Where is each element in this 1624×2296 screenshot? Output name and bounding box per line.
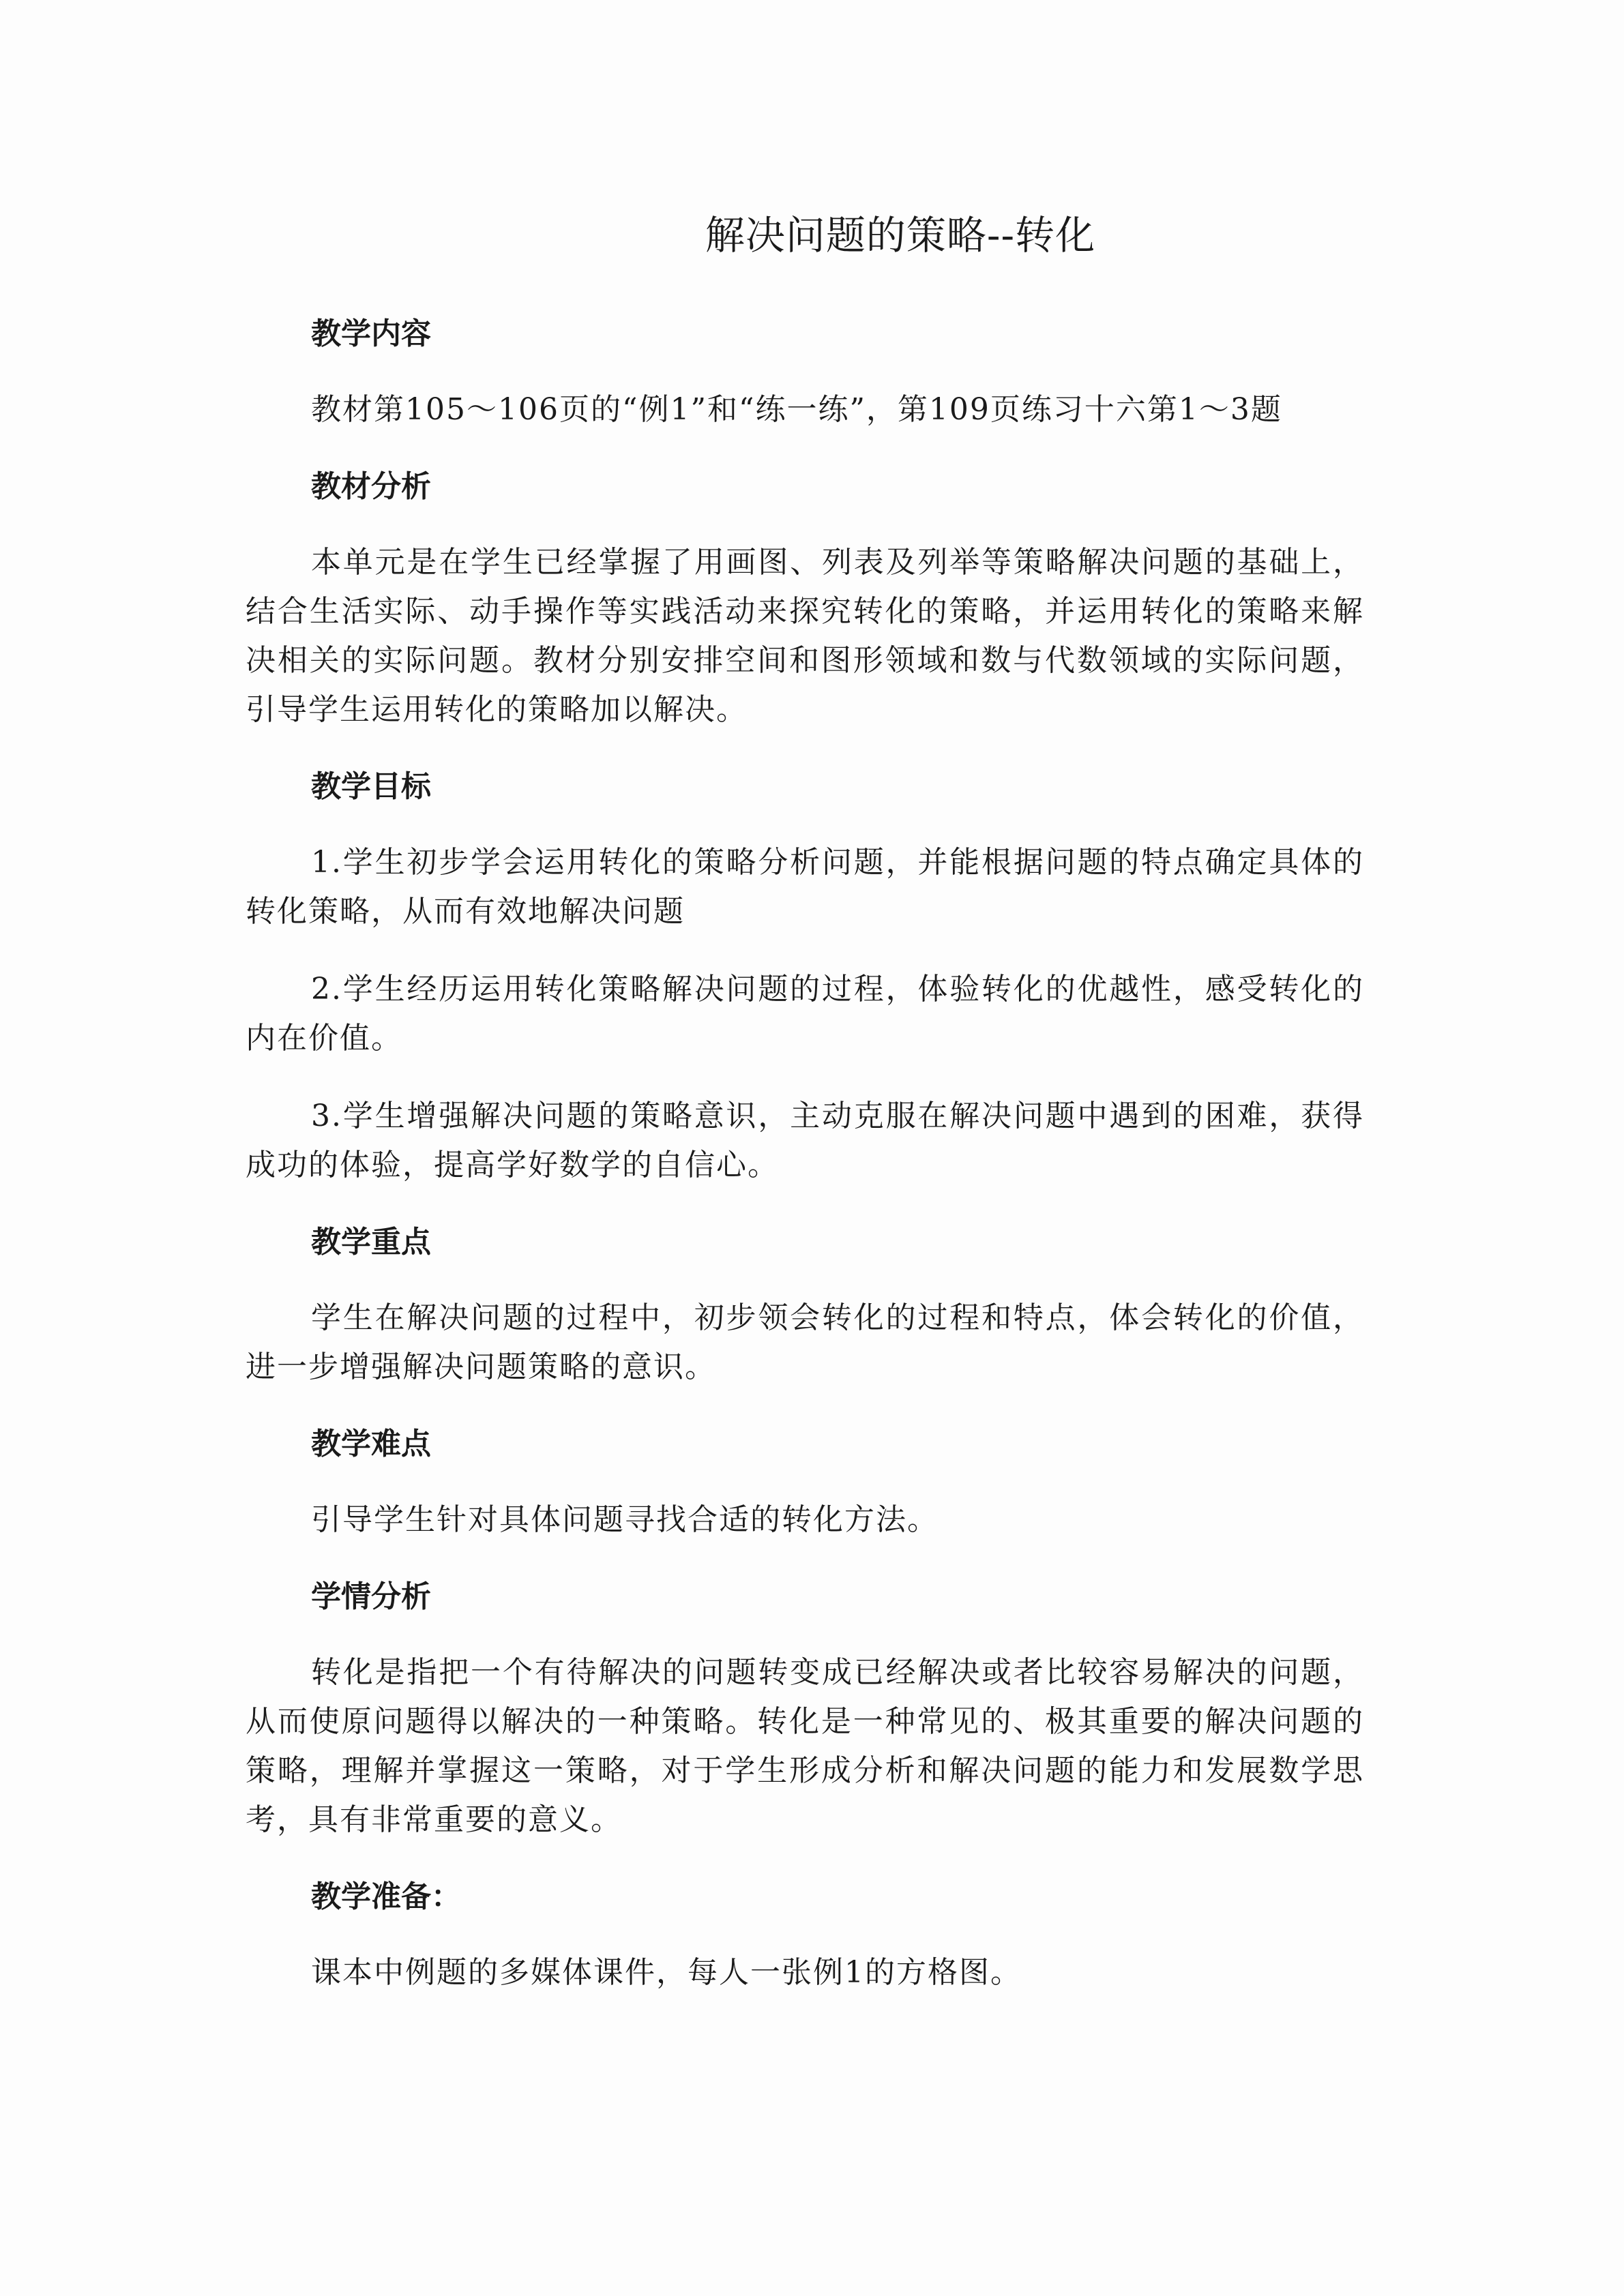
paragraph: 3.学生增强解决问题的策略意识，主动克服在解决问题中遇到的困难，获得成功的体验，提高学好数学的自信心。: [246, 1099, 1364, 1182]
paragraph: 1.学生初步学会运用转化的策略分析问题，并能根据问题的特点确定具体的转化策略，从而有效地解决问题: [246, 845, 1364, 929]
section-heading: 教学目标: [311, 769, 431, 804]
paragraph: 教材第105～106页的“例1”和“练一练”，第109页练习十六第1～3题: [311, 392, 1282, 427]
section-difficulties: [246, 1420, 1364, 1545]
paragraph: 2.学生经历运用转化策略解决问题的过程，体验转化的优越性，感受转化的内在价值。: [246, 972, 1364, 1056]
paragraph: 本单元是在学生已经掌握了用画图、列表及列举等策略解决问题的基础上，结合生活实际、动手操作等实践活动来探究转化的策略，并运用转化的策略来解决相关的实际问题。教材分别安排空间和图形领域和数与代数领域的实际问题，引导学生运用转化的策略加以解决。: [246, 545, 1364, 727]
section-teaching-goals: [246, 763, 1364, 1190]
section-heading: 学情分析: [311, 1579, 431, 1614]
paragraph: 学生在解决问题的过程中，初步领会转化的过程和特点，体会转化的价值，进一步增强解决问题策略的意识。: [246, 1300, 1364, 1384]
section-heading: 教学难点: [311, 1427, 431, 1461]
section-heading: 教学准备：: [311, 1879, 461, 1914]
section-material-analysis: [246, 463, 1364, 734]
paragraph: 转化是指把一个有待解决的问题转变成已经解决或者比较容易解决的问题，从而使原问题得以解决的一种策略。转化是一种常见的、极其重要的解决问题的策略，理解并掌握这一策略，对于学生形成分析和解决问题的能力和发展数学思考，具有非常重要的意义。: [246, 1655, 1364, 1837]
section-preparation: [246, 1873, 1364, 1997]
section-heading: 教学内容: [311, 316, 431, 351]
section-heading: 教学重点: [311, 1225, 431, 1259]
document-title: 解决问题的策略--转化: [705, 212, 1096, 258]
section-teaching-content: [246, 310, 1364, 434]
section-key-points: [246, 1219, 1364, 1392]
paragraph: 引导学生针对具体问题寻找合适的转化方法。: [311, 1502, 939, 1537]
section-heading: 教材分析: [311, 469, 431, 504]
section-student-analysis: [246, 1573, 1364, 1845]
paragraph: 课本中例题的多媒体课件，每人一张例1的方格图。: [311, 1955, 1022, 1990]
document-body: [246, 310, 1364, 2026]
